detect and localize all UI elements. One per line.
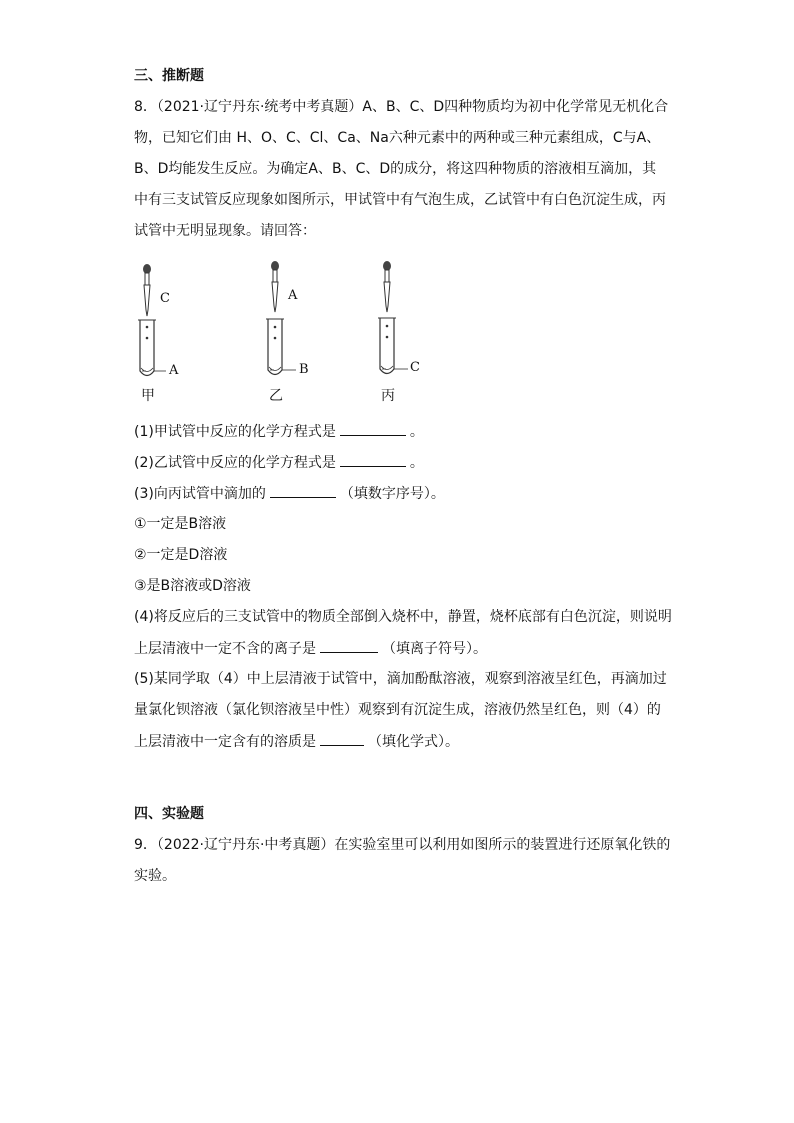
q8-sub1-answer-blank[interactable] bbox=[340, 421, 406, 436]
q8-sub2-answer-blank[interactable] bbox=[340, 452, 406, 467]
q9-line-1: 9．（2022·辽宁丹东·中考真题）在实验室里可以利用如图所示的装置进行还原氧化铁的 bbox=[134, 837, 671, 853]
q8-sub4-end: （填离子符号）。 bbox=[382, 641, 487, 657]
tube-jia-caption: 甲 bbox=[141, 388, 155, 404]
tube-yi-tube-label: B bbox=[299, 362, 309, 377]
q8-line-1: 8．（2021·辽宁丹东·统考中考真题）A、B、C、D四种物质均为初中化学常见无机化合 bbox=[134, 99, 669, 115]
section4-heading: 四、实验题 bbox=[134, 806, 204, 822]
tube-jia-dropper-label: C bbox=[160, 291, 170, 306]
test-tube-figure bbox=[120, 258, 440, 412]
option-1: ①一定是B溶液 bbox=[134, 516, 227, 532]
q8-line-2: 物，已知它们由 H、O、C、Cl、Ca、Na六种元素中的两种或三种元素组成，C与A、 bbox=[134, 130, 661, 146]
q8-sub5-line-3 bbox=[134, 731, 459, 752]
section3-heading: 三、推断题 bbox=[134, 68, 204, 84]
tube-yi-dropper-label: A bbox=[288, 288, 298, 303]
q8-sub3-text: (3)向丙试管中滴加的 bbox=[134, 486, 266, 502]
tube-jia-tube-label: A bbox=[169, 363, 179, 378]
q8-sub5-text: 上层清液中一定含有的溶质是 bbox=[134, 734, 316, 750]
q8-sub4-line-1: (4)将反应后的三支试管中的物质全部倒入烧杯中，静置，烧杯底部有白色沉淀，则说明 bbox=[134, 609, 672, 625]
tube-jia bbox=[138, 264, 166, 376]
tube-bing-tube-label: C bbox=[410, 360, 420, 375]
tube-yi-caption: 乙 bbox=[269, 388, 283, 404]
q8-sub3-end: （填数字序号）。 bbox=[339, 486, 445, 502]
option-3: ③是B溶液或D溶液 bbox=[134, 578, 251, 594]
q8-sub3 bbox=[134, 483, 445, 504]
q8-sub5-line-2: 量氯化钡溶液（氯化钡溶液呈中性）观察到有沉淀生成，溶液仍然呈红色，则（4）的 bbox=[134, 702, 661, 718]
q9-line-2: 实验。 bbox=[134, 868, 176, 884]
q8-sub4-line-2 bbox=[134, 638, 487, 659]
option-2: ②一定是D溶液 bbox=[134, 547, 228, 563]
q8-sub3-answer-blank[interactable] bbox=[270, 483, 336, 498]
q8-sub5-end: （填化学式）。 bbox=[368, 734, 459, 750]
q8-sub1-text: (1)甲试管中反应的化学方程式是 bbox=[134, 424, 336, 440]
tube-yi bbox=[266, 261, 296, 375]
q8-sub2-end: 。 bbox=[409, 455, 424, 471]
q8-sub1-end: 。 bbox=[409, 424, 424, 440]
q8-line-5: 试管中无明显现象。请回答： bbox=[134, 223, 316, 239]
tube-bing-caption: 丙 bbox=[381, 388, 395, 404]
q8-sub2 bbox=[134, 452, 424, 473]
q8-sub1 bbox=[134, 421, 424, 442]
q8-line-3: B、D均能发生反应。为确定A、B、C、D的成分，将这四种物质的溶液相互滴加，其 bbox=[134, 161, 657, 177]
q8-sub2-text: (2)乙试管中反应的化学方程式是 bbox=[134, 455, 336, 471]
q8-sub4-answer-blank[interactable] bbox=[320, 638, 378, 653]
q8-line-4: 中有三支试管反应现象如图所示，甲试管中有气泡生成，乙试管中有白色沉淀生成，丙 bbox=[134, 192, 666, 208]
q8-sub5-line-1: (5)某同学取（4）中上层清液于试管中，滴加酚酞溶液，观察到溶液呈红色，再滴加过 bbox=[134, 671, 667, 687]
q8-sub5-answer-blank[interactable] bbox=[320, 731, 364, 746]
tube-bing bbox=[378, 261, 408, 374]
q8-sub4-text: 上层清液中一定不含的离子是 bbox=[134, 641, 316, 657]
